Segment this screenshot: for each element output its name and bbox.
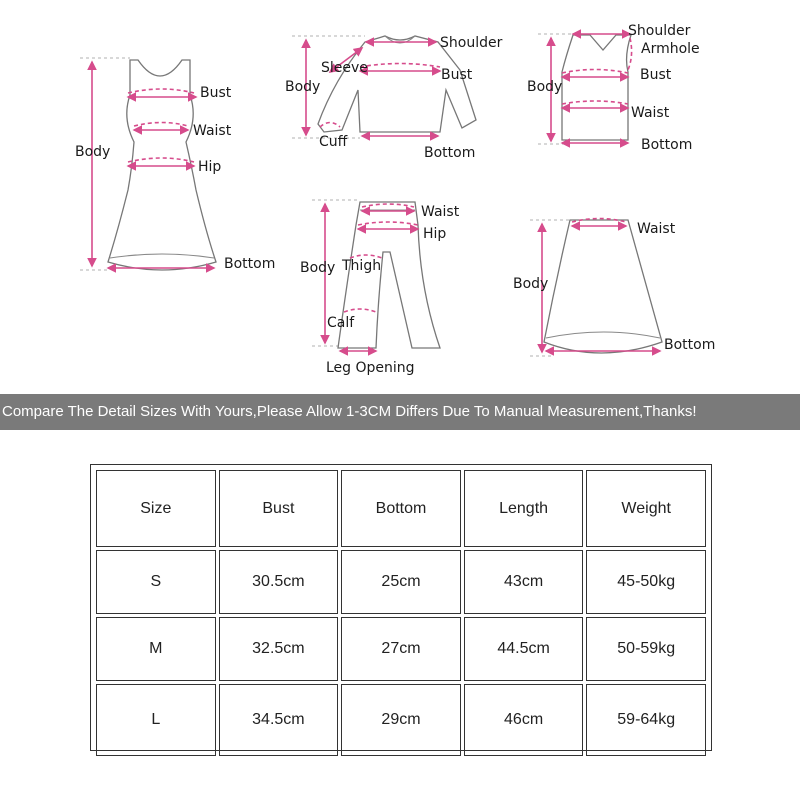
bust-cell: 34.5cm	[219, 684, 339, 756]
shirt-diagram	[285, 35, 503, 161]
table-header-row	[96, 470, 706, 547]
dress-waist-label: Waist	[193, 123, 232, 139]
skirt-waist-label: Waist	[637, 221, 676, 237]
tank-diagram	[527, 23, 700, 153]
skirt-outline-icon	[544, 220, 662, 353]
size-chart	[90, 464, 712, 751]
tank-bust-label: Bust	[640, 67, 672, 83]
bust-cell: 30.5cm	[219, 550, 339, 614]
skirt-body-label: Body	[513, 276, 549, 292]
dress-bust-label: Bust	[200, 85, 232, 101]
bottom-cell: 25cm	[341, 550, 461, 614]
bottom-cell: 27cm	[341, 617, 461, 681]
shirt-bottom-label: Bottom	[424, 145, 476, 161]
garment-measurement-diagrams	[0, 0, 800, 390]
length-cell: 43cm	[464, 550, 584, 614]
length-cell: 44.5cm	[464, 617, 584, 681]
pants-waist-label: Waist	[421, 204, 460, 220]
tank-armhole-label: Armhole	[641, 41, 700, 57]
size-cell: M	[96, 617, 216, 681]
weight-cell: 50-59kg	[586, 617, 706, 681]
tank-body-label: Body	[527, 79, 563, 95]
tank-waist-label: Waist	[631, 105, 670, 121]
header-length: Length	[464, 470, 584, 547]
pants-diagram	[300, 200, 460, 376]
weight-cell: 59-64kg	[586, 684, 706, 756]
tank-bottom-label: Bottom	[641, 137, 693, 153]
weight-cell: 45-50kg	[586, 550, 706, 614]
shirt-shoulder-label: Shoulder	[440, 35, 503, 51]
bottom-cell: 29cm	[341, 684, 461, 756]
header-bust: Bust	[219, 470, 339, 547]
bust-cell: 32.5cm	[219, 617, 339, 681]
shirt-cuff-label: Cuff	[319, 134, 348, 150]
pants-hip-label: Hip	[423, 226, 447, 242]
tank-outline-icon	[562, 35, 631, 140]
header-bottom: Bottom	[341, 470, 461, 547]
size-table	[93, 467, 709, 759]
skirt-bottom-label: Bottom	[664, 337, 716, 353]
shirt-sleeve-label: Sleeve	[321, 60, 368, 76]
pants-thigh-label: Thigh	[342, 258, 382, 274]
skirt-diagram	[513, 219, 715, 357]
pants-leg-opening-label: Leg Opening	[326, 360, 415, 376]
measurement-notice: Compare The Detail Sizes With Yours,Please Allow 1-3CM Differs Due To Manual Measurement,Thanks!	[0, 394, 800, 430]
table-row	[96, 684, 706, 756]
dress-diagram	[75, 58, 275, 272]
tank-shoulder-label: Shoulder	[628, 23, 691, 39]
dress-bottom-label: Bottom	[224, 256, 276, 272]
size-cell: S	[96, 550, 216, 614]
table-row	[96, 550, 706, 614]
length-cell: 46cm	[464, 684, 584, 756]
shirt-bust-label: Bust	[441, 67, 473, 83]
size-cell: L	[96, 684, 216, 756]
dress-hip-label: Hip	[198, 159, 222, 175]
pants-body-label: Body	[300, 260, 336, 276]
table-row	[96, 617, 706, 681]
header-size: Size	[96, 470, 216, 547]
pants-calf-label: Calf	[327, 315, 355, 331]
shirt-body-label: Body	[285, 79, 321, 95]
dress-body-label: Body	[75, 144, 111, 160]
header-weight: Weight	[586, 470, 706, 547]
